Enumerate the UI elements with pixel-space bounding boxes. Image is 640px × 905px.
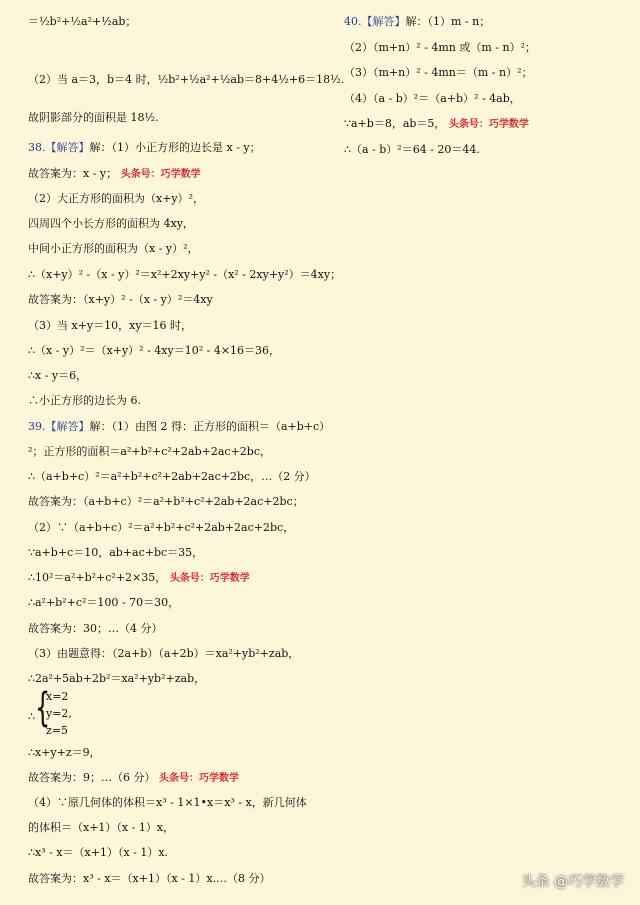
left-line xyxy=(28,546,203,560)
left-line xyxy=(28,521,294,535)
left-line xyxy=(28,622,163,636)
system-line: x=2 xyxy=(46,690,69,703)
right-line xyxy=(344,66,533,80)
left-line xyxy=(28,495,304,509)
left-line xyxy=(28,268,341,282)
line-text: ∴（a+b+c）²＝a²+b²+c²+2ab+2ac+2bc，…（2 分） xyxy=(28,470,316,483)
left-line xyxy=(28,73,344,87)
right-line xyxy=(344,117,529,132)
left-line xyxy=(28,872,271,886)
line-text: （4）（a - b）²＝（a+b）² - 4ab， xyxy=(344,92,521,105)
line-text: ∴10²＝a²+b²+c²+2×35， xyxy=(28,571,167,584)
system-prefix: ∴ xyxy=(28,710,35,723)
line-text: （2）当 a＝3，b＝4 时，½b²+½a²+½ab＝8+4½+6＝18½. xyxy=(28,73,345,86)
line-text: 解：（1）小正方形的边长是 x - y； xyxy=(89,141,261,154)
line-text: 解：（1）m - n； xyxy=(405,15,491,28)
line-text: ∴（x - y）²＝（x+y）² - 4xy＝10² - 4×16＝36， xyxy=(28,344,281,357)
left-line xyxy=(28,319,192,333)
left-line xyxy=(28,420,330,434)
line-text: （2）大正方形的面积为（x+y）²， xyxy=(28,192,205,205)
line-text: ∴（x+y）² -（x - y）²＝x²+2xy+y² -（x² - 2xy+y²）＝4xy； xyxy=(28,268,342,281)
line-text: ²；正方形的面积＝a²+b²+c²+2ab+2ac+2bc， xyxy=(28,445,271,458)
system-line: z=5 xyxy=(46,724,69,737)
answer-tag: 38.【解答】 xyxy=(28,141,90,154)
left-line xyxy=(28,470,316,484)
line-text: 故答案为：x³ - x＝（x+1）（x - 1）x.…（8 分） xyxy=(28,872,271,885)
line-text: （3）（m+n）² - 4mn＝（m - n）²； xyxy=(344,66,533,79)
left-line xyxy=(28,242,199,256)
line-text: ＝½b²+½a²+½ab； xyxy=(28,15,137,28)
system-line: y=2, xyxy=(46,707,72,720)
right-line xyxy=(344,15,490,29)
left-line xyxy=(28,571,250,586)
line-text: ∴x³ - x＝（x+1）（x - 1）x. xyxy=(28,846,169,859)
left-line xyxy=(28,846,168,860)
left-line xyxy=(28,369,87,383)
left-line xyxy=(28,15,136,29)
left-line xyxy=(28,672,205,686)
line-text: （3）当 x+y＝10，xy＝16 时， xyxy=(28,319,193,332)
left-line xyxy=(28,647,299,661)
line-text: 故答案为：9；…（6 分） xyxy=(28,771,156,784)
line-text: ∴a²+b²+c²＝100 - 70＝30， xyxy=(28,596,180,609)
line-text: 的体积＝（x+1）（x - 1）x， xyxy=(28,821,175,834)
line-text: 故答案为：（a+b+c）²＝a²+b²+c²+2ab+2ac+2bc； xyxy=(28,495,304,508)
line-text: 故答案为：x - y； xyxy=(28,167,118,180)
left-line xyxy=(28,192,204,206)
left-line xyxy=(28,746,101,760)
line-text: ∵a+b+c＝10，ab+ac+bc＝35， xyxy=(28,546,204,559)
answer-tag: 39.【解答】 xyxy=(28,420,90,433)
watermark-label: 头条号：巧学数学 xyxy=(117,169,201,180)
answer-tag: 40.【解答】 xyxy=(344,15,406,28)
brace-symbol: { xyxy=(35,685,51,731)
line-text: ∴x - y＝6， xyxy=(28,369,88,382)
line-text: ∴（a - b）²＝64 - 20＝44. xyxy=(344,143,480,156)
left-line xyxy=(28,394,141,408)
left-line xyxy=(28,293,213,307)
left-line xyxy=(28,344,280,358)
line-text: ∴小正方形的边长为 6. xyxy=(28,394,141,407)
line-text: （2）（m+n）² - 4mn 或（m - n）²； xyxy=(344,41,536,54)
left-line xyxy=(28,821,174,835)
line-text: 四周四个小长方形的面积为 4xy， xyxy=(28,217,194,230)
left-line xyxy=(28,141,261,155)
left-line xyxy=(28,111,159,125)
line-text: （3）由题意得：（2a+b）（a+2b）＝xa²+yb²+zab， xyxy=(28,647,300,660)
line-text: （2）∵（a+b+c）²＝a²+b²+c²+2ab+2ac+2bc， xyxy=(28,521,295,534)
left-line xyxy=(28,217,194,231)
line-text: ∵a+b＝8，ab＝5， xyxy=(344,117,446,130)
left-line xyxy=(28,167,201,182)
watermark-label: 头条号：巧学数学 xyxy=(166,573,250,584)
left-line xyxy=(28,445,271,459)
left-line xyxy=(28,596,179,610)
line-text: 中间小正方形的面积为（x - y）²， xyxy=(28,242,199,255)
line-text: 故答案为：30；…（4 分） xyxy=(28,622,163,635)
line-text: 解：（1）由图 2 得：正方形的面积＝（a+b+c） xyxy=(89,420,331,433)
line-text: 故阴影部分的面积是 18½. xyxy=(28,111,159,124)
left-line xyxy=(28,796,307,810)
watermark-label: 头条号：巧学数学 xyxy=(445,119,529,130)
line-text: 故答案为：（x+y）² -（x - y）²＝4xy xyxy=(28,293,213,306)
right-line xyxy=(344,92,521,106)
right-line xyxy=(344,41,536,55)
watermark-footer: 头条 @巧学数学 xyxy=(521,874,624,890)
line-text: （4）∵原几何体的体积＝x³ - 1×1•x＝x³ - x，新几何体 xyxy=(28,796,307,809)
watermark-label: 头条号：巧学数学 xyxy=(155,773,239,784)
line-text: ∴x+y+z＝9， xyxy=(28,746,101,759)
left-line xyxy=(28,771,239,786)
line-text: ∴2a²+5ab+2b²＝xa²+yb²+zab， xyxy=(28,672,206,685)
right-line xyxy=(344,143,480,157)
